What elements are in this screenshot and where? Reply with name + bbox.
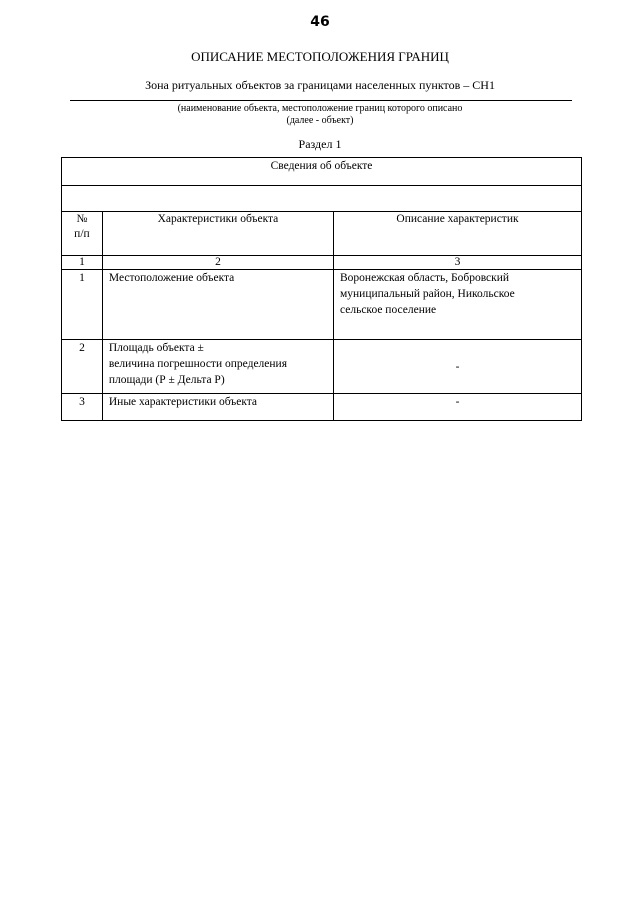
characteristic-line: площади (Р ± Дельта Р)	[108, 374, 225, 386]
column-header-characteristics: Характеристики объекта	[102, 212, 333, 256]
row-characteristic	[102, 340, 333, 394]
characteristic-line: величина погрешности определения	[108, 358, 287, 370]
column-header-number-line-2: п/п	[74, 228, 90, 240]
caption-line-2: (далее - объект)	[286, 115, 354, 126]
column-number-3: 3	[334, 256, 582, 270]
section-title: Раздел 1	[298, 137, 342, 151]
description-line: сельское поселение	[340, 304, 437, 316]
table-header: Сведения об объекте	[62, 158, 582, 186]
row-characteristic: Иные характеристики объекта	[102, 394, 333, 421]
column-headers-row	[62, 212, 582, 256]
column-number-1: 1	[62, 256, 103, 270]
zone-name: Зона ритуальных объектов за границами населенных пунктов – СН1	[145, 78, 495, 92]
column-number-2: 2	[102, 256, 333, 270]
object-caption	[0, 103, 640, 127]
row-description: -	[334, 394, 582, 421]
underline-divider	[70, 100, 572, 101]
table-row	[62, 394, 582, 421]
row-description	[334, 270, 582, 340]
row-description: -	[334, 340, 582, 394]
blank-cell	[62, 186, 582, 212]
page-number: 46	[310, 14, 330, 30]
characteristic-line: Площадь объекта ±	[108, 342, 204, 354]
description-line: муниципальный район, Никольское	[340, 288, 515, 300]
table-header-row	[62, 158, 582, 186]
column-header-description: Описание характеристик	[334, 212, 582, 256]
table-blank-row	[62, 186, 582, 212]
document-title: ОПИСАНИЕ МЕСТОПОЛОЖЕНИЯ ГРАНИЦ	[191, 49, 449, 64]
row-characteristic: Местоположение объекта	[102, 270, 333, 340]
description-line: Воронежская область, Бобровский	[340, 272, 510, 284]
table-row	[62, 340, 582, 394]
table-row	[62, 270, 582, 340]
row-number: 2	[62, 340, 103, 394]
row-number: 3	[62, 394, 103, 421]
column-header-number	[62, 212, 103, 256]
object-info-table	[61, 157, 582, 421]
column-numbers-row	[62, 256, 582, 270]
column-header-number-line-1: №	[76, 213, 88, 225]
caption-line-1: (наименование объекта, местоположение границ которого описано	[177, 103, 463, 114]
row-number: 1	[62, 270, 103, 340]
